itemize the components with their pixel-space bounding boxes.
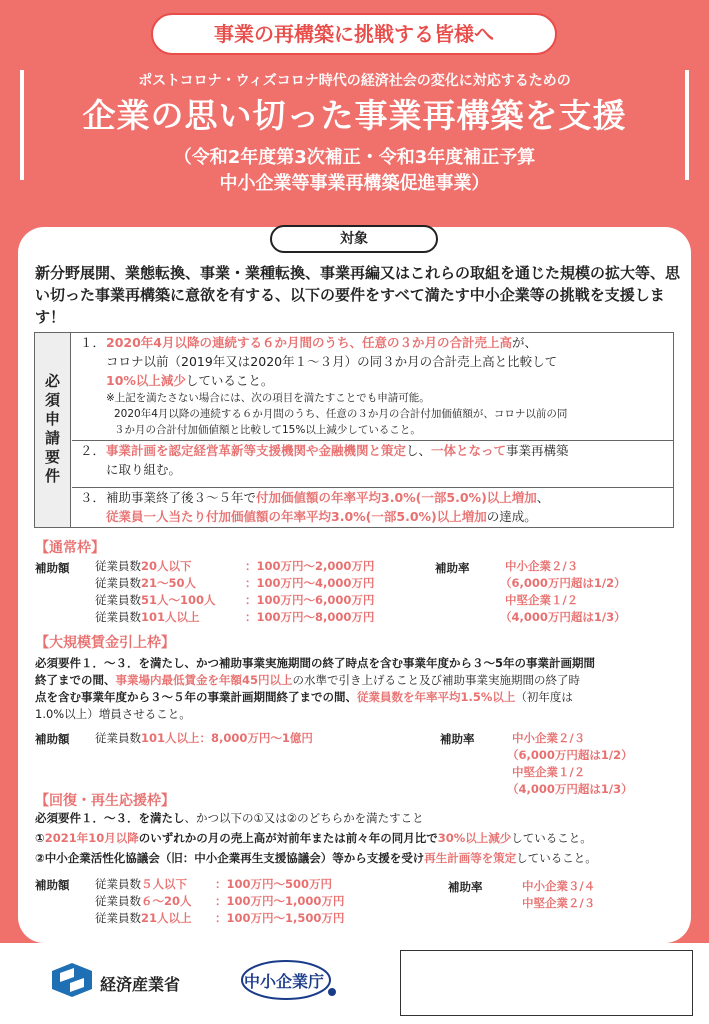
requirement-2 [72,441,673,488]
normal-row-1-range: 20人以下 [141,559,192,573]
req3-text-c: 、 [536,490,550,505]
normal-rate-1: 中小企業２/３ [505,559,579,573]
recovery-text-2 [35,830,675,847]
normal-row-2 [95,575,196,591]
recovery-text-1 [35,810,675,827]
target-label: 対象 [270,225,438,253]
large-amount-label: 補助額 [35,732,70,746]
budget-line-1: （令和2年度第3次補正・令和3年度補正予算 [173,147,536,168]
normal-row-2-amount: ：100万円～4,000万円 [245,576,375,590]
recovery-text-2e: していること。 [511,831,592,845]
req2-text-e: に取り組む。 [106,462,182,477]
req1-highlight-2: 10%以上減少 [106,373,186,388]
requirements-table [34,332,674,528]
recovery-text-2c: のいずれかの月の売上高が対前年または前々年の同月比で [138,831,438,845]
recovery-text-3c: していること。 [516,851,597,865]
recovery-row-3-range: 21人以上 [141,911,192,925]
requirement-3-number: ３． [80,490,106,505]
recovery-row-2 [95,893,192,909]
requirement-2-number: ２． [80,443,106,458]
requirement-1 [72,333,673,441]
req2-text-b: し、 [406,443,432,458]
req1-highlight: 2020年4月以降の連続する６か月間のうち、任意の３か月の合計売上高 [106,335,512,350]
req1-note-3: ３か月の合計付加価値額と比較して15%以上減少していること。 [114,424,421,436]
normal-rate-2: （6,000万円超は1/2） [500,576,626,590]
meti-name: 経済産業省 [100,975,181,994]
req3-text-e: の達成。 [486,509,537,524]
normal-rate-4: （4,000万円超は1/3） [500,610,626,624]
large-row-range: 101人以上：8,000万円～1億円 [141,731,313,745]
normal-row-4-amount: ：100万円～8,000万円 [245,610,375,624]
recovery-amount-label: 補助額 [35,878,70,892]
req2-text-d: 事業再構築 [506,443,569,458]
req1-text-b: が、 [512,335,538,350]
normal-rate-label: 補助率 [435,561,470,575]
large-rate-2: （6,000万円超は1/2） [507,748,633,762]
large-text-2 [35,672,675,689]
large-text-1: 必須要件１．～３．を満たし、かつ補助事業実施期間の終了時点を含む事業年度から３～5年の事業計画期間 [35,656,595,670]
req3-highlight-2: 従業員一人当たり付加価値額の年率平均3.0%(一部5.0%)以上増加 [106,509,487,524]
header-subtitle: ポストコロナ・ウィズコロナ時代の経済社会の変化に対応するための [138,73,571,89]
large-text-2a: 終了までの間、 [35,673,116,687]
requirement-1-number: １． [80,335,106,350]
normal-row-4 [95,609,200,625]
large-rate-3: 中堅企業１/２ [512,765,586,779]
large-text-3a: 点を含む事業年度から３～５年の事業計画期間終了までの間、 [35,690,357,704]
large-frame-heading: 【大規模賃金引上枠】 [35,635,175,651]
req2-highlight: 事業計画を認定経営革新等支援機関や金融機関と策定 [106,443,407,458]
large-text-2c: の水準で引き上げること及び補助事業実施期間の終了時 [292,673,581,687]
recovery-text-1b: 、かつ以下の①又は②のどちらかを満たすこと [184,811,424,825]
req1-text-e: していること。 [185,373,274,388]
large-rate-4: （4,000万円超は1/3） [507,782,633,796]
large-rate-label: 補助率 [440,732,475,746]
requirement-2-text [106,441,667,479]
recovery-text-2b: 2021年10月以降 [44,831,139,845]
req1-note [106,390,667,438]
req1-note-2: 2020年4月以降の連続する６か月間のうち、任意の３か月の合計付加価値額が、コロナ以前の同 [114,408,568,420]
recovery-row-1 [95,876,187,892]
recovery-row-2-emp: 従業員数 [95,894,141,908]
requirement-3 [72,488,673,528]
recovery-row-2-amount: ：100万円～1,000万円 [215,894,345,908]
normal-rate-3: 中堅企業１/２ [505,593,579,607]
req2-highlight-2: 一体となって [431,443,507,458]
normal-row-3-range: 51人～100人 [141,593,216,607]
audience-pill: 事業の再構築に挑戦する皆様へ [151,13,557,55]
budget-line-2: 中小企業等事業再構築促進事業） [219,173,490,194]
large-text-3b: 従業員数を年率平均1.5%以上 [357,690,516,704]
normal-row-4-range: 101人以上 [141,610,200,624]
recovery-row-3-amount: ：100万円～1,500万円 [215,911,345,925]
large-text-4: 1.0%以上）増員させること。 [35,707,191,721]
normal-row-3-amount: ：100万円～6,000万円 [245,593,375,607]
budget-note [0,145,709,197]
recovery-text-1a: 必須要件１．～３．を満たし [35,811,185,825]
req1-text-c: コロナ以前（2019年又は2020年１～３月）の同３か月の合計売上高と比較して [106,354,558,369]
req3-text-a: 補助事業終了後３～５年で [106,490,257,505]
page-title: 企業の思い切った事業再構築を支援 [82,96,627,135]
req1-note-1: ※上記を満たさない場合には、次の項目を満たすことでも申請可能。 [106,392,430,404]
requirements-label: 必須申請要件 [35,333,71,527]
recovery-row-1-amount: ：100万円～500万円 [215,877,333,891]
recovery-text-2d: 30%以上減少 [437,831,512,845]
recovery-text-2a: ① [35,831,45,845]
large-frame-text [35,655,675,723]
recovery-rate-1: 中小企業３/４ [522,879,596,893]
normal-row-1-amount: ：100万円～2,000万円 [245,559,375,573]
requirement-3-text [106,488,667,526]
normal-row-3 [95,592,216,608]
recovery-frame-text [35,810,675,867]
large-text-3c: （初年度は [515,690,573,704]
blank-box [400,950,693,1016]
normal-row-1 [95,558,192,574]
large-text-3 [35,689,675,706]
recovery-text-3b: 再生計画等を策定 [424,851,517,865]
large-row [95,730,313,746]
chusho-name: 中小企業庁 [244,972,325,991]
requirement-1-text [106,333,667,438]
meti-logo-icon [52,963,92,997]
recovery-text-3a: ②中小企業活性化協議会（旧：中小企業再生支援協議会）等から支援を受け [35,851,425,865]
normal-row-2-emp: 従業員数 [95,576,141,590]
recovery-text-3 [35,850,675,867]
large-row-emp: 従業員数 [95,731,141,745]
recovery-rate-2: 中堅企業２/３ [522,896,596,910]
normal-row-2-range: 21～50人 [141,576,197,590]
large-text-2b: 事業場内最低賃金を年額45円以上 [115,673,293,687]
recovery-row-2-range: ６～20人 [141,894,192,908]
recovery-row-1-emp: 従業員数 [95,877,141,891]
target-intro: 新分野展開、業態転換、事業・業種転換、事業再編又はこれらの取組を通じた規模の拡大等、思い切った事業再構築に意欲を有する、以下の要件をすべて満たす中小企業等の挑戦を支援します！ [35,264,681,326]
normal-row-3-emp: 従業員数 [95,593,141,607]
recovery-frame-heading: 【回復・再生応援枠】 [35,793,175,809]
recovery-rate-label: 補助率 [448,880,483,894]
normal-row-1-emp: 従業員数 [95,559,141,573]
recovery-row-3-emp: 従業員数 [95,911,141,925]
recovery-row-3 [95,910,192,926]
req3-highlight: 付加価値額の年率平均3.0%(一部5.0%)以上増加 [256,490,537,505]
normal-amount-label: 補助額 [35,561,70,575]
normal-row-4-emp: 従業員数 [95,610,141,624]
large-rate-1: 中小企業２/３ [512,731,586,745]
recovery-row-1-range: ５人以下 [141,877,187,891]
normal-frame-heading: 【通常枠】 [35,540,105,556]
